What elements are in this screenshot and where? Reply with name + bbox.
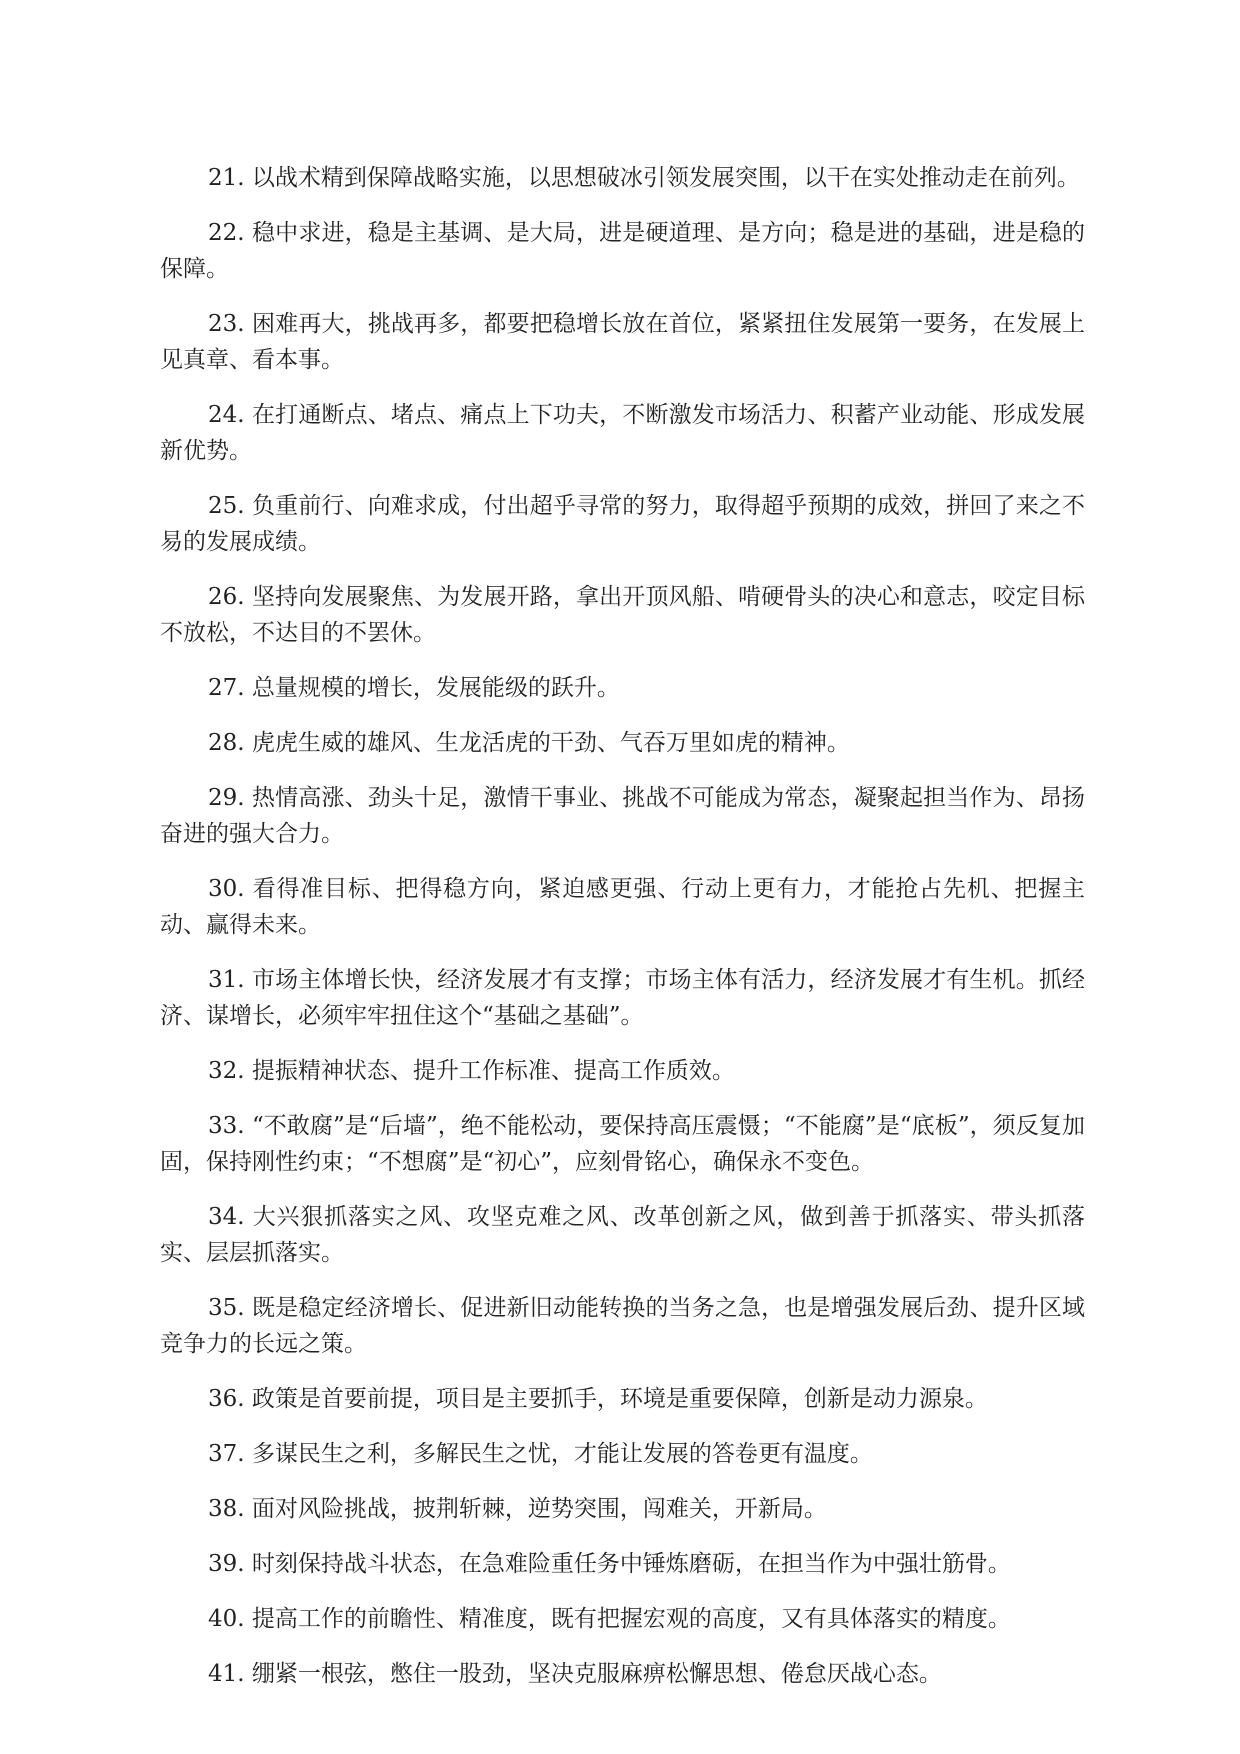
paragraph-35: 35. 既是稳定经济增长、促进新旧动能转换的当务之急，也是增强发展后劲、提升区域竞争力的长远之策。 — [160, 1295, 1085, 1357]
paragraph-22: 22. 稳中求进，稳是主基调、是大局，进是硬道理、是方向；稳是进的基础，进是稳的保障。 — [160, 220, 1085, 282]
paragraph-28: 28. 虎虎生威的雄风、生龙活虎的干劲、气吞万里如虎的精神。 — [208, 730, 850, 756]
paragraph-33: 33. “不敢腐”是“后墙”，绝不能松动，要保持高压震慑；“不能腐”是“底板”，须反复加固，保持刚性约束；“不想腐”是“初心”，应刻骨铭心，确保永不变色。 — [160, 1113, 1085, 1175]
paragraph-34: 34. 大兴狠抓落实之风、攻坚克难之风、改革创新之风，做到善于抓落实、带头抓落实、层层抓落实。 — [160, 1204, 1085, 1266]
paragraph-24: 24. 在打通断点、堵点、痛点上下功夫，不断激发市场活力、积蓄产业动能、形成发展新优势。 — [160, 402, 1085, 464]
paragraph-21: 21. 以战术精到保障战略实施，以思想破冰引领发展突围，以干在实处推动走在前列。 — [208, 165, 1080, 191]
paragraph-30: 30. 看得准目标、把得稳方向，紧迫感更强、行动上更有力，才能抢占先机、把握主动、赢得未来。 — [160, 876, 1085, 938]
paragraph-38: 38. 面对风险挑战，披荆斩棘，逆势突围，闯难关，开新局。 — [208, 1496, 827, 1522]
paragraph-32: 32. 提振精神状态、提升工作标准、提高工作质效。 — [208, 1058, 735, 1084]
paragraph-25: 25. 负重前行、向难求成，付出超乎寻常的努力，取得超乎预期的成效，拼回了来之不易的发展成绩。 — [160, 493, 1085, 555]
paragraph-37: 37. 多谋民生之利，多解民生之忧，才能让发展的答卷更有温度。 — [208, 1441, 873, 1467]
paragraph-31: 31. 市场主体增长快，经济发展才有支撑；市场主体有活力，经济发展才有生机。抓经济、谋增长，必须牢牢扭住这个“基础之基础”。 — [160, 967, 1085, 1029]
paragraph-41: 41. 绷紧一根弦，憋住一股劲，坚决克服麻痹松懈思想、倦怠厌战心态。 — [208, 1661, 942, 1687]
paragraph-36: 36. 政策是首要前提，项目是主要抓手，环境是重要保障，创新是动力源泉。 — [208, 1386, 988, 1412]
paragraph-39: 39. 时刻保持战斗状态，在急难险重任务中锤炼磨砺，在担当作为中强壮筋骨。 — [208, 1551, 1011, 1577]
paragraph-26: 26. 坚持向发展聚焦、为发展开路，拿出开顶风船、啃硬骨头的决心和意志，咬定目标不放松，不达目的不罢休。 — [160, 584, 1085, 646]
paragraph-40: 40. 提高工作的前瞻性、精准度，既有把握宏观的高度，又有具体落实的精度。 — [208, 1606, 1011, 1632]
paragraph-23: 23. 困难再大，挑战再多，都要把稳增长放在首位，紧紧扭住发展第一要务，在发展上见真章、看本事。 — [160, 311, 1085, 373]
paragraph-27: 27. 总量规模的增长，发展能级的跃升。 — [208, 675, 620, 701]
paragraph-29: 29. 热情高涨、劲头十足，激情干事业、挑战不可能成为常态，凝聚起担当作为、昂扬奋进的强大合力。 — [160, 785, 1085, 847]
document-body — [160, 160, 1085, 1711]
